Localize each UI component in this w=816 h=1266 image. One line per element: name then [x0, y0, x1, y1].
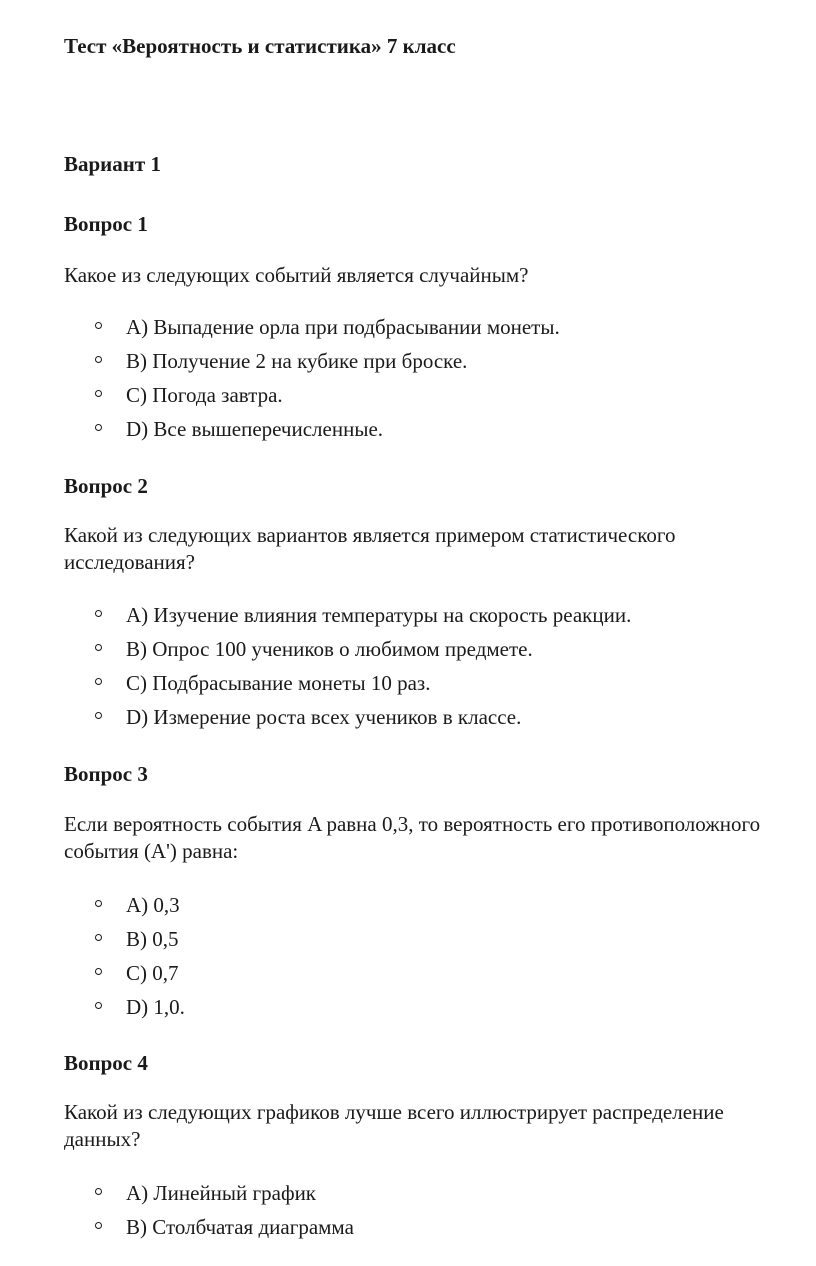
answer-option [64, 1216, 354, 1250]
document-title: Тест «Вероятность и статистика» 7 класс [64, 34, 456, 58]
question-2-text: Какой из следующих вариантов является примером статистического исследования? [64, 523, 676, 574]
answer-option [64, 418, 560, 452]
question-3-options [64, 894, 185, 1030]
circle-bullet-icon [95, 1002, 102, 1009]
question-2-heading: Вопрос 2 [64, 474, 148, 498]
option-label: C) Погода завтра. [126, 383, 283, 407]
option-label: D) Измерение роста всех учеников в классе. [126, 705, 522, 729]
answer-option [64, 604, 631, 638]
answer-option [64, 996, 185, 1030]
answer-option [64, 962, 185, 996]
question-2-options [64, 604, 631, 740]
circle-bullet-icon [95, 390, 102, 397]
answer-option [64, 672, 631, 706]
answer-option [64, 316, 560, 350]
question-4-text: Какой из следующих графиков лучше всего иллюстрирует распределение данных? [64, 1100, 724, 1151]
question-1-options [64, 316, 560, 452]
question-3-heading: Вопрос 3 [64, 762, 148, 786]
answer-option [64, 638, 631, 672]
circle-bullet-icon [95, 968, 102, 975]
option-label: A) 0,3 [126, 893, 180, 917]
circle-bullet-icon [95, 356, 102, 363]
question-4-options [64, 1182, 354, 1250]
option-label: B) Получение 2 на кубике при броске. [126, 349, 468, 373]
circle-bullet-icon [95, 424, 102, 431]
option-label: C) 0,7 [126, 961, 179, 985]
option-label: A) Линейный график [126, 1181, 317, 1205]
answer-option [64, 1182, 354, 1216]
option-label: B) Опрос 100 учеников о любимом предмете. [126, 637, 533, 661]
circle-bullet-icon [95, 1222, 102, 1229]
answer-option [64, 350, 560, 384]
answer-option [64, 928, 185, 962]
question-4-heading: Вопрос 4 [64, 1051, 148, 1075]
option-label: B) 0,5 [126, 927, 179, 951]
circle-bullet-icon [95, 900, 102, 907]
answer-option [64, 384, 560, 418]
circle-bullet-icon [95, 678, 102, 685]
question-1-heading: Вопрос 1 [64, 212, 148, 236]
circle-bullet-icon [95, 322, 102, 329]
option-label: C) Подбрасывание монеты 10 раз. [126, 671, 431, 695]
answer-option [64, 894, 185, 928]
option-label: A) Изучение влияния температуры на скорость реакции. [126, 603, 632, 627]
option-label: A) Выпадение орла при подбрасывании монеты. [126, 315, 560, 339]
circle-bullet-icon [95, 1188, 102, 1195]
option-label: D) Все вышеперечисленные. [126, 417, 384, 441]
question-1-text: Какое из следующих событий является случайным? [64, 263, 529, 287]
question-3-text: Если вероятность события A равна 0,3, то вероятность его противоположного события (A') равна: [64, 812, 761, 863]
option-label: B) Столбчатая диаграмма [126, 1215, 354, 1239]
circle-bullet-icon [95, 934, 102, 941]
answer-option [64, 706, 631, 740]
variant-heading: Вариант 1 [64, 152, 161, 176]
circle-bullet-icon [95, 712, 102, 719]
circle-bullet-icon [95, 610, 102, 617]
circle-bullet-icon [95, 644, 102, 651]
option-label: D) 1,0. [126, 995, 185, 1019]
